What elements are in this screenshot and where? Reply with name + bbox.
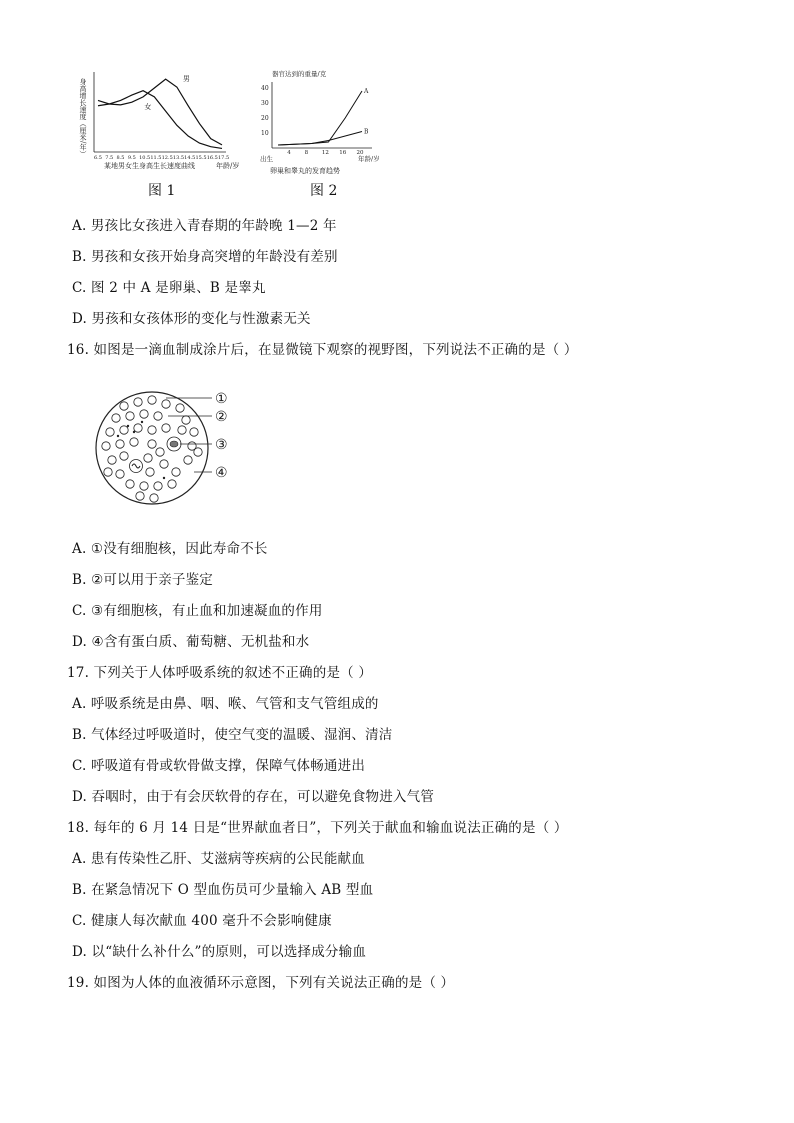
fig2-x-tick: 4 <box>287 150 291 156</box>
red-blood-cell <box>144 454 152 462</box>
white-blood-cell <box>167 437 181 451</box>
figure-1-caption: 图 1 <box>148 183 176 199</box>
red-blood-cell <box>148 426 156 434</box>
fig2-x-tick: 8 <box>304 150 309 156</box>
q19-stem: 19. 如图为人体的血液循环示意图，下列有关说法正确的是（ ） <box>67 975 455 991</box>
fig2-series-line-0 <box>278 91 362 145</box>
q17-stem: 17. 下列关于人体呼吸系统的叙述不正确的是（ ） <box>67 665 373 681</box>
label-4: ④ <box>215 465 228 481</box>
red-blood-cell <box>154 412 162 420</box>
label-2: ② <box>215 409 228 425</box>
red-blood-cell <box>146 468 154 476</box>
platelet <box>127 425 129 427</box>
fig1-x-tick: 16.5 <box>206 155 218 161</box>
q18-stem: 18. 每年的 6 月 14 日是“世界献血者日”，下列关于献血和输血说法正确的是（ ） <box>67 820 568 836</box>
red-blood-cell <box>106 428 114 436</box>
figure-1-chart <box>78 64 248 179</box>
fig2-y-tick: 40 <box>261 85 269 92</box>
red-blood-cell <box>116 440 124 448</box>
red-blood-cell <box>150 494 158 502</box>
figure-1 <box>78 64 248 179</box>
fig1-x-tick: 12.5 <box>161 155 173 161</box>
fig2-y-tick: 30 <box>261 100 269 107</box>
fig2-series-label-1: B <box>364 128 369 136</box>
fig1-series-line-1 <box>98 91 222 149</box>
platelet <box>117 435 119 437</box>
fig2-y-label: 器官达到的重量/克 <box>272 70 327 78</box>
figure-2 <box>258 64 388 179</box>
q18-option-a: A. 患有传染性乙肝、艾滋病等疾病的公民能献血 <box>72 851 365 867</box>
fig1-x-tick: 9.5 <box>127 155 136 161</box>
fig1-series-label-0: 男 <box>182 75 190 84</box>
fig1-bottom-caption: 某地男女生身高生长速度曲线 <box>104 162 195 170</box>
fig2-x-tick: 16 <box>339 150 347 156</box>
q16-option-b: B. ②可以用于亲子鉴定 <box>72 572 214 588</box>
red-blood-cell <box>104 468 112 476</box>
fig1-x-tick: 10.5 <box>139 155 151 161</box>
label-1: ① <box>215 391 228 407</box>
label-3: ③ <box>215 437 228 453</box>
fig2-y-tick: 20 <box>261 115 269 122</box>
q17-option-a: A. 呼吸系统是由鼻、咽、喉、气管和支气管组成的 <box>72 696 379 712</box>
red-blood-cell <box>172 468 180 476</box>
q16-option-d: D. ④含有蛋白质、葡萄糖、无机盐和水 <box>72 634 310 650</box>
fig1-x-tick: 11.5 <box>150 155 162 161</box>
q16-option-a: A. ①没有细胞核，因此寿命不长 <box>72 541 268 557</box>
q15-option-b: B. 男孩和女孩开始身高突增的年龄没有差别 <box>72 249 338 265</box>
fig2-x-tick: 20 <box>356 150 364 156</box>
figure-2-chart <box>258 64 388 179</box>
red-blood-cell <box>178 426 186 434</box>
red-blood-cell <box>182 416 190 424</box>
q17-option-d: D. 吞咽时，由于有会厌软骨的存在，可以避免食物进入气管 <box>72 789 435 805</box>
red-blood-cell <box>190 428 198 436</box>
q16-stem: 16. 如图是一滴血制成涂片后，在显微镜下观察的视野图，下列说法不正确的是（ ） <box>67 342 578 358</box>
fig1-x-tick: 14.5 <box>184 155 196 161</box>
figure-2-caption: 图 2 <box>310 183 338 199</box>
platelet <box>141 421 143 423</box>
red-blood-cell <box>140 482 148 490</box>
red-blood-cell <box>176 404 184 412</box>
fig1-x-unit: 年龄/岁 <box>216 162 240 170</box>
fig1-series-line-0 <box>98 79 222 145</box>
q15-option-a: A. 男孩比女孩进入青春期的年龄晚 1—2 年 <box>72 218 337 234</box>
fig1-x-tick: 17.5 <box>218 155 230 161</box>
red-blood-cell <box>116 470 124 478</box>
red-blood-cell <box>148 396 156 404</box>
red-blood-cell <box>126 480 134 488</box>
red-blood-cell <box>120 452 128 460</box>
q15-option-c: C. 图 2 中 A 是卵巢、B 是睾丸 <box>72 280 266 296</box>
red-blood-cell <box>140 410 148 418</box>
fig2-y-tick: 10 <box>261 130 269 137</box>
red-blood-cell <box>162 400 170 408</box>
red-blood-cell <box>156 448 164 456</box>
blood-smear-figure <box>94 386 244 512</box>
red-blood-cell <box>126 412 134 420</box>
red-blood-cell <box>154 482 162 490</box>
fig1-x-tick: 15.5 <box>195 155 207 161</box>
q17-option-b: B. 气体经过呼吸道时，使空气变的温暖、湿润、清洁 <box>72 727 393 743</box>
fig2-x-unit: 年龄/岁 <box>358 155 380 163</box>
fig1-x-tick: 13.5 <box>172 155 185 161</box>
white-blood-cell-2 <box>130 460 143 473</box>
red-blood-cell <box>136 492 144 500</box>
red-blood-cell <box>168 480 176 488</box>
q16-option-c: C. ③有细胞核，有止血和加速凝血的作用 <box>72 603 323 619</box>
fig1-x-tick: 6.5 <box>94 155 102 161</box>
red-blood-cell <box>108 456 116 464</box>
red-blood-cell <box>134 424 142 432</box>
red-blood-cell <box>120 426 128 434</box>
fig2-x-tick: 12 <box>321 150 329 156</box>
fig1-y-label: 身高增长速度（厘米/年） <box>79 78 87 158</box>
q18-option-c: C. 健康人每次献血 400 毫升不会影响健康 <box>72 913 332 929</box>
fig1-series-label-1: 女 <box>144 102 152 111</box>
q17-option-c: C. 呼吸道有骨或软骨做支撑，保障气体畅通进出 <box>72 758 366 774</box>
red-blood-cell <box>162 424 170 432</box>
red-blood-cell <box>130 438 138 446</box>
blood-smear-svg <box>94 386 244 512</box>
q15-option-d: D. 男孩和女孩体形的变化与性激素无关 <box>72 311 311 327</box>
q18-option-d: D. 以“缺什么补什么”的原则，可以选择成分输血 <box>72 944 367 960</box>
red-blood-cell <box>160 460 168 468</box>
q18-option-b: B. 在紧急情况下 O 型血伤员可少量输入 AB 型血 <box>72 882 374 898</box>
fig2-x-start: 出生 <box>260 155 273 163</box>
red-blood-cell <box>184 456 192 464</box>
fig1-x-tick: 7.5 <box>105 155 114 161</box>
fig1-x-tick: 8.5 <box>116 155 125 161</box>
platelet <box>133 431 135 433</box>
red-blood-cell <box>120 402 128 410</box>
red-blood-cell <box>194 448 202 456</box>
platelet <box>163 477 165 479</box>
red-blood-cell <box>134 398 142 406</box>
fig2-bottom-caption: 卵巢和睾丸的发育趋势 <box>270 167 340 175</box>
red-blood-cell <box>102 442 110 450</box>
fig2-series-label-0: A <box>364 88 369 95</box>
red-blood-cell <box>112 414 120 422</box>
red-blood-cell <box>148 440 156 448</box>
